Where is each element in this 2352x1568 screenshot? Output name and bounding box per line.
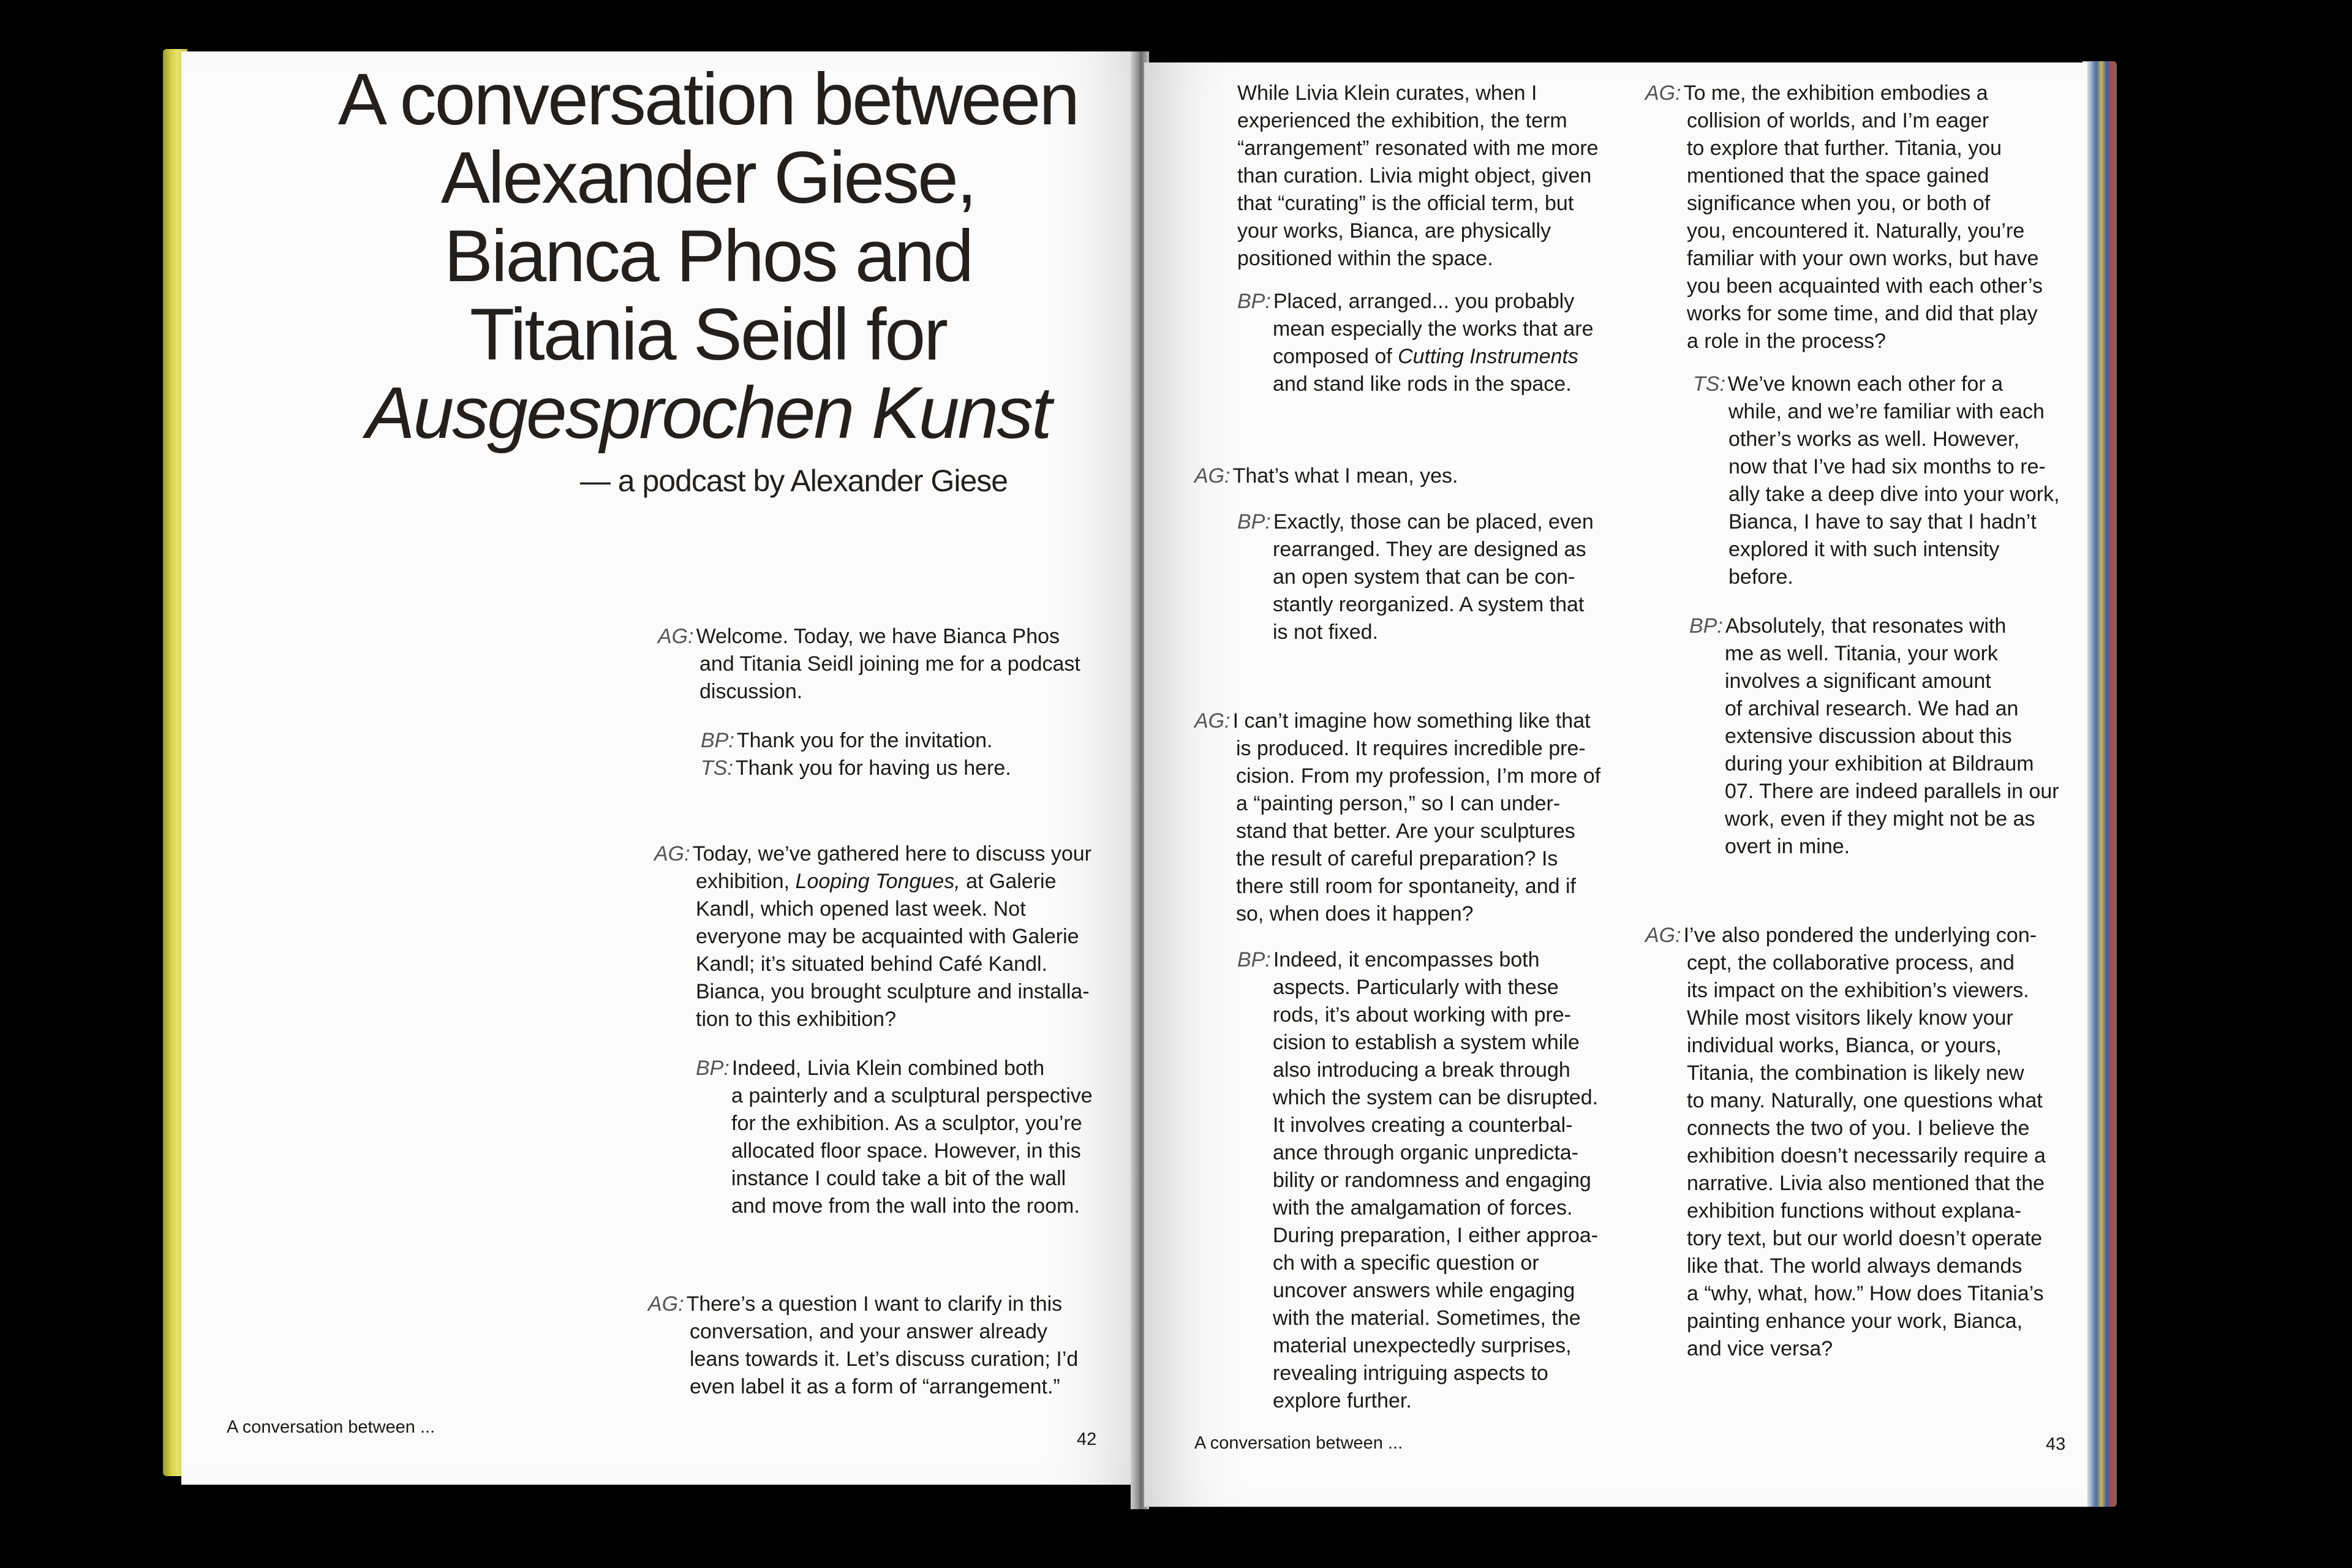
dialogue-text: leans towards it. Let’s discuss curation; I’d (690, 1348, 1079, 1371)
subtitle-text: — a podcast by Alexander Giese (579, 464, 1008, 498)
dialogue-text: for the exhibition. As a sculptor, you’re (731, 1112, 1082, 1135)
dialogue-paragraph (1237, 80, 1599, 273)
dialogue-text: Kandl, which opened last week. Not (696, 897, 1026, 921)
title-line: Titania Seidl for (469, 293, 947, 375)
dialogue-text: I’ve also pondered the underlying con- (1683, 924, 2037, 947)
dialogue-text: while, and we’re familiar with each (1728, 400, 2045, 423)
artwork-title: Cutting Instruments (1398, 345, 1578, 368)
dialogue-text: so, when does it happen? (1236, 902, 1474, 925)
dialogue-text: positioned within the space. (1237, 247, 1493, 270)
dialogue-text: extensive discussion about this (1725, 725, 2012, 748)
dialogue-text: Bianca, I have to say that I hadn’t (1728, 510, 2037, 533)
dialogue-paragraph (1693, 371, 2060, 591)
dialogue-paragraph (1645, 922, 2046, 1363)
dialogue-text: Indeed, Livia Klein combined both (731, 1057, 1045, 1080)
dialogue-text: a “painting person,” so I can under- (1236, 792, 1561, 815)
dialogue-text: exhibition, (696, 870, 796, 893)
dialogue-text: bility or randomness and engaging (1273, 1169, 1591, 1192)
dialogue-text: cision. From my profession, I’m more of (1236, 764, 1601, 788)
speaker-label: BP: (1689, 614, 1723, 638)
dialogue-text: mentioned that the space gained (1687, 164, 1989, 187)
dialogue-text: While Livia Klein curates, when I (1237, 81, 1537, 105)
dialogue-text: cept, the collaborative process, and (1687, 951, 2015, 974)
dialogue-text: works for some time, and did that play (1687, 302, 2038, 325)
dialogue-text: which the system can be disrupted. (1273, 1086, 1599, 1109)
dialogue-text: you been acquainted with each other’s (1687, 274, 2043, 298)
dialogue-text: cision to establish a system while (1273, 1031, 1580, 1054)
dialogue-text: overt in mine. (1725, 835, 1850, 858)
page-number: 42 (1077, 1430, 1097, 1449)
running-footer: A conversation between ... (227, 1417, 435, 1437)
dialogue-text: Placed, arranged... you probably (1273, 290, 1575, 313)
speaker-label: BP: (696, 1057, 729, 1080)
dialogue-text: Indeed, it encompasses both (1273, 948, 1540, 971)
dialogue-text: Today, we’ve gathered here to discuss your (692, 842, 1091, 865)
dialogue-text: an open system that can be con- (1273, 565, 1575, 589)
dialogue-text: ally take a deep dive into your work, (1728, 483, 2060, 506)
dialogue-text: your works, Bianca, are physically (1237, 219, 1551, 243)
speaker-label: AG: (1645, 924, 1681, 947)
dialogue-text: Exactly, those can be placed, even (1273, 510, 1594, 533)
dialogue-text: you, encountered it. Naturally, you’re (1687, 219, 2025, 243)
right-page (1144, 62, 2087, 1507)
speaker-label: BP: (1237, 290, 1271, 313)
title-podcast-name: Ausgesprochen Kunst (366, 372, 1050, 454)
dialogue-text: There’s a question I want to clarify in this (686, 1292, 1063, 1316)
speaker-label: AG: (648, 1292, 684, 1316)
dialogue-text: also introducing a break through (1273, 1058, 1570, 1082)
dialogue-paragraph (701, 727, 1011, 782)
dialogue-text: of archival research. We had an (1725, 697, 2019, 720)
dialogue-text: like that. The world always demands (1687, 1254, 2022, 1278)
title-line: A conversation between (337, 58, 1079, 140)
dialogue-text: mean especially the works that are (1273, 317, 1594, 341)
speaker-label: AG: (1645, 81, 1681, 105)
speaker-label: BP: (1237, 948, 1271, 971)
dialogue-text: now that I’ve had six months to re- (1728, 455, 2046, 478)
dialogue-text: Thank you for having us here. (735, 756, 1011, 780)
dialogue-text: and vice versa? (1687, 1337, 1833, 1360)
dialogue-text: tory text, but our world doesn’t operate (1687, 1227, 2043, 1250)
dialogue-text: the result of careful preparation? Is (1236, 847, 1558, 870)
dialogue-text: “arrangement” resonated with me more (1237, 137, 1599, 160)
dialogue-text: before. (1728, 565, 1793, 589)
dialogue-text: everyone may be acquainted with Galerie (696, 925, 1079, 948)
dialogue-text: to many. Naturally, one questions what (1687, 1089, 2043, 1112)
speaker-label: AG: (654, 842, 690, 865)
dialogue-paragraph (648, 1291, 1078, 1401)
speaker-label: BP: (1237, 510, 1271, 533)
dialogue-text: at Galerie (960, 870, 1057, 893)
speaker-label: AG: (658, 625, 694, 648)
dialogue-text: ance through organic unpredicta- (1273, 1141, 1578, 1164)
dialogue-text: painting enhance your work, Bianca, (1687, 1310, 2023, 1333)
dialogue-text: connects the two of you. I believe the (1687, 1117, 2030, 1140)
dialogue-text: there still room for spontaneity, and if (1236, 875, 1576, 898)
dialogue-text: narrative. Livia also mentioned that the (1687, 1172, 2045, 1195)
speaker-label: BP: (701, 729, 734, 752)
dialogue-paragraph (654, 840, 1091, 1033)
dialogue-text: uncover answers while engaging (1273, 1279, 1575, 1302)
dialogue-text: 07. There are indeed parallels in our (1725, 780, 2059, 803)
dialogue-text: a painterly and a sculptural perspective (731, 1084, 1093, 1107)
dialogue-text: composed of (1273, 345, 1398, 368)
dialogue-text: collision of worlds, and I’m eager (1687, 109, 1989, 132)
dialogue-text: with the material. Sometimes, the (1273, 1306, 1581, 1330)
dialogue-text: instance I could take a bit of the wall (731, 1167, 1066, 1190)
dialogue-text: and move from the wall into the room. (731, 1194, 1080, 1218)
page-number: 43 (2046, 1434, 2066, 1454)
dialogue-text: Titania, the combination is likely new (1687, 1061, 2024, 1085)
dialogue-text: familiar with your own works, but have (1687, 247, 2039, 270)
dialogue-text: significance when you, or both of (1687, 192, 1991, 215)
dialogue-text: experienced the exhibition, the term (1237, 109, 1567, 132)
article-title (243, 60, 1137, 452)
dialogue-text: and stand like rods in the space. (1273, 372, 1572, 396)
dialogue-paragraph (1237, 508, 1594, 646)
running-footer: A conversation between ... (1194, 1433, 1403, 1453)
dialogue-text: explore further. (1273, 1389, 1412, 1412)
exhibition-title: Looping Tongues, (795, 870, 960, 893)
dialogue-paragraph (658, 623, 1080, 706)
book-edge-right (2082, 61, 2117, 1507)
dialogue-paragraph (1237, 946, 1598, 1415)
speaker-label: TS: (1693, 372, 1725, 396)
dialogue-text: explored it with such intensity (1728, 538, 2000, 561)
title-line: Alexander Giese, (440, 137, 976, 219)
dialogue-text: stantly reorganized. A system that (1273, 593, 1585, 616)
dialogue-text: revealing intriguing aspects to (1273, 1362, 1548, 1385)
dialogue-text: That’s what I mean, yes. (1232, 464, 1458, 488)
dialogue-text: a role in the process? (1687, 330, 1887, 353)
dialogue-text: material unexpectedly surprises, (1273, 1334, 1572, 1357)
dialogue-text: conversation, and your answer already (690, 1320, 1047, 1343)
dialogue-text: involves a significant amount (1725, 669, 1991, 693)
dialogue-text: I can’t imagine how something like that (1232, 709, 1591, 733)
dialogue-paragraph (1194, 707, 1600, 928)
dialogue-paragraph (696, 1055, 1093, 1220)
dialogue-text: exhibition doesn’t necessarily require a (1687, 1144, 2046, 1167)
dialogue-text: me as well. Titania, your work (1725, 642, 1998, 665)
dialogue-text: than curation. Livia might object, given (1237, 164, 1592, 187)
dialogue-text: exhibition functions without explana- (1687, 1199, 2022, 1223)
dialogue-text: While most visitors likely know your (1687, 1006, 2013, 1030)
dialogue-text: rearranged. They are designed as (1273, 538, 1586, 561)
dialogue-paragraph (1237, 288, 1593, 398)
dialogue-text: Absolutely, that resonates with (1725, 614, 2007, 638)
title-line: Bianca Phos and (443, 215, 973, 297)
dialogue-text: is not fixed. (1273, 620, 1378, 644)
dialogue-text: Bianca, you brought sculpture and installa- (696, 980, 1090, 1003)
dialogue-text: a “why, what, how.” How does Titania’s (1687, 1282, 2044, 1305)
dialogue-text: during your exhibition at Bildraum (1725, 752, 2034, 775)
dialogue-text: even label it as a form of “arrangement.” (690, 1375, 1060, 1398)
dialogue-text: with the amalgamation of forces. (1273, 1196, 1573, 1219)
left-page (181, 51, 1137, 1485)
dialogue-text: During preparation, I either approa- (1273, 1224, 1599, 1247)
dialogue-text: Kandl; it’s situated behind Café Kandl. (696, 952, 1047, 976)
speaker-label: AG: (1194, 709, 1231, 733)
dialogue-paragraph (1194, 462, 1458, 490)
dialogue-text: To me, the exhibition embodies a (1683, 81, 1988, 105)
dialogue-text: allocated floor space. However, in this (731, 1139, 1081, 1163)
dialogue-text: other’s works as well. However, (1728, 428, 2019, 451)
dialogue-text: rods, it’s about working with pre- (1273, 1003, 1571, 1027)
dialogue-paragraph (1689, 612, 2059, 861)
dialogue-text: work, even if they might not be as (1725, 807, 2035, 831)
dialogue-text: It involves creating a counterbal- (1273, 1114, 1573, 1137)
dialogue-text: and Titania Seidl joining me for a podcast (699, 652, 1080, 676)
dialogue-text: Welcome. Today, we have Bianca Phos (696, 625, 1060, 648)
dialogue-text: Thank you for the invitation. (736, 729, 993, 752)
dialogue-text: that “curating” is the official term, but (1237, 192, 1574, 215)
dialogue-paragraph (1645, 80, 2043, 355)
dialogue-text: stand that better. Are your sculptures (1236, 820, 1575, 843)
dialogue-text: its impact on the exhibition’s viewers. (1687, 979, 2029, 1002)
dialogue-text: to explore that further. Titania, you (1687, 137, 2002, 160)
speaker-label: AG: (1194, 464, 1231, 488)
speaker-label: TS: (701, 756, 733, 780)
dialogue-text: individual works, Bianca, or yours, (1687, 1034, 2002, 1057)
dialogue-text: discussion. (699, 680, 803, 703)
dialogue-text: We’ve known each other for a (1727, 372, 2003, 396)
dialogue-text: tion to this exhibition? (696, 1008, 896, 1031)
dialogue-text: is produced. It requires incredible pre- (1236, 737, 1586, 760)
dialogue-text: aspects. Particularly with these (1273, 976, 1559, 999)
dialogue-text: ch with a specific question or (1273, 1251, 1539, 1275)
article-subtitle (243, 463, 1137, 499)
